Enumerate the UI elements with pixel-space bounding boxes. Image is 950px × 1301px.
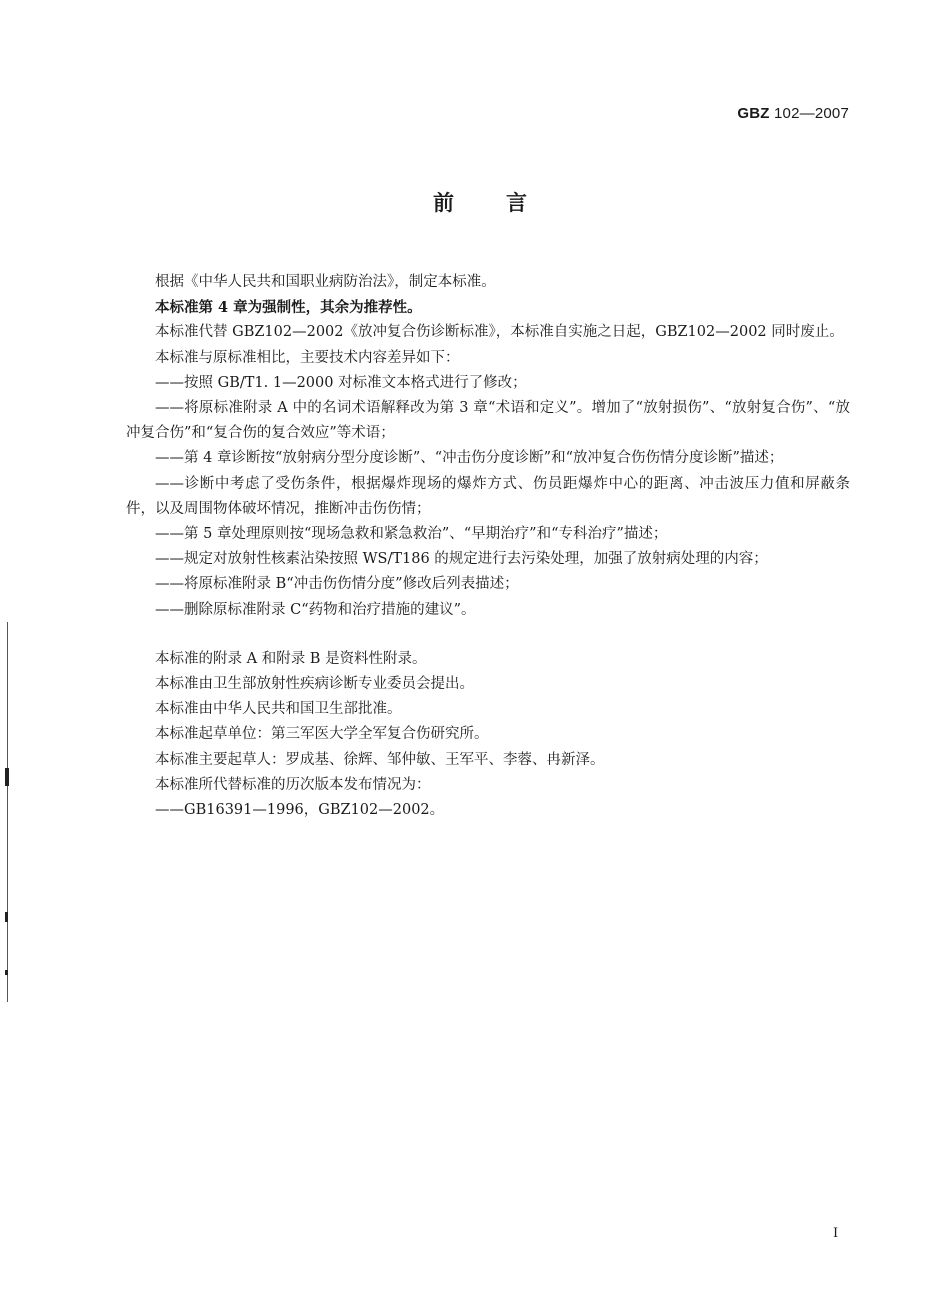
paragraph: 本标准代替 GBZ102—2002《放冲复合伤诊断标准》，本标准自实施之日起，GBZ102—2002 同时废止。 xyxy=(155,324,844,341)
standard-code xyxy=(737,105,849,122)
foreword-body xyxy=(126,270,850,823)
page-title: 前言 xyxy=(433,190,579,215)
paragraph: ——删除原标准附录 C“药物和治疗措施的建议”。 xyxy=(155,601,476,618)
scan-mark xyxy=(5,912,8,922)
paragraph: 本标准的附录 A 和附录 B 是资料性附录。 xyxy=(155,650,427,667)
standard-code-number: 102—2007 xyxy=(774,105,849,122)
paragraph: 本标准第 4 章为强制性，其余为推荐性。 xyxy=(155,299,422,317)
scan-mark xyxy=(5,768,9,786)
paragraph: ——GB16391—1996，GBZ102—2002。 xyxy=(155,802,445,819)
page-number: I xyxy=(833,1226,839,1241)
paragraph: 本标准起草单位：第三军医大学全军复合伤研究所。 xyxy=(155,726,489,743)
paragraph: ——诊断中考虑了受伤条件，根据爆炸现场的爆炸方式、伤员距爆炸中心的距离、冲击波压力值和屏蔽条件，以及周围物体破坏情况，推断冲击伤伤情； xyxy=(126,475,850,517)
paragraph: 本标准由卫生部放射性疾病诊断专业委员会提出。 xyxy=(155,676,474,693)
paragraph: 根据《中华人民共和国职业病防治法》，制定本标准。 xyxy=(155,274,496,290)
paragraph: ——规定对放射性核素沾染按照 WS/T186 的规定进行去污染处理，加强了放射病处理的内容； xyxy=(155,551,768,568)
paragraph: 本标准由中华人民共和国卫生部批准。 xyxy=(155,701,402,718)
paragraph: ——第 5 章处理原则按“现场急救和紧急救治”、“早期治疗”和“专科治疗”描述； xyxy=(155,526,668,543)
paragraph: ——第 4 章诊断按“放射病分型分度诊断”、“冲击伤分度诊断”和“放冲复合伤伤情分度诊断”描述； xyxy=(155,450,784,467)
foreword-notes xyxy=(126,647,850,823)
paragraph: 本标准所代替标准的历次版本发布情况为： xyxy=(155,776,431,793)
paragraph: 本标准与原标准相比，主要技术内容差异如下： xyxy=(155,349,460,366)
paragraph: ——按照 GB/T1. 1—2000 对标准文本格式进行了修改； xyxy=(155,374,527,391)
standard-code-prefix: GBZ xyxy=(737,105,770,122)
scan-edge-line xyxy=(7,622,8,1002)
paragraph-gap xyxy=(126,623,850,647)
paragraph: ——将原标准附录 A 中的名词术语解释改为第 3 章“术语和定义”。增加了“放射损伤”、“放射复合伤”、“放冲复合伤”和“复合伤的复合效应”等术语； xyxy=(126,400,850,442)
paragraph: 本标准主要起草人：罗成基、徐辉、邹仲敏、王军平、李蓉、冉新泽。 xyxy=(155,751,605,768)
scan-mark xyxy=(5,970,8,975)
foreword-paragraphs xyxy=(126,270,850,623)
paragraph: ——将原标准附录 B“冲击伤伤情分度”修改后列表描述； xyxy=(155,576,519,593)
